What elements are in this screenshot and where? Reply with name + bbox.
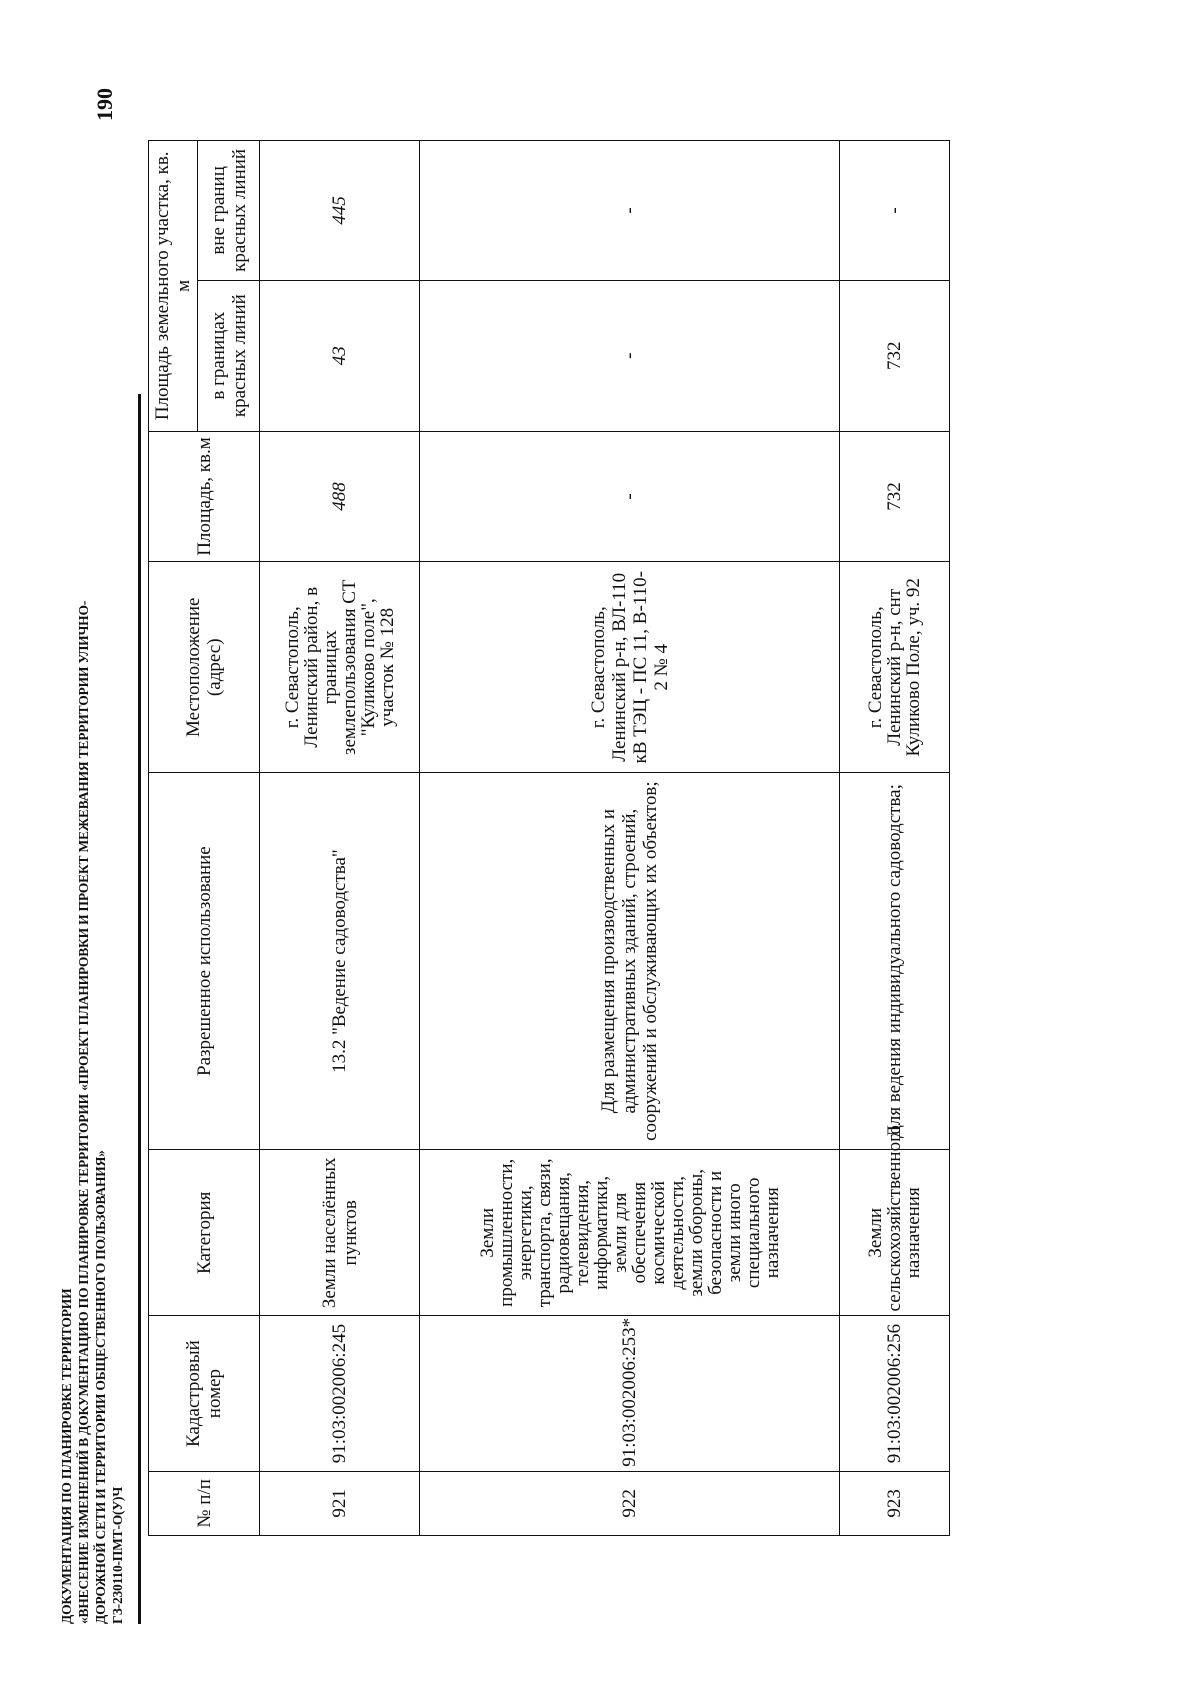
cell-category: Земли сельскохозяйственного назначения	[840, 1150, 950, 1316]
cell-num: 923	[840, 1471, 950, 1535]
cell-area: 732	[840, 431, 950, 562]
col-header-num: № п/п	[149, 1471, 260, 1535]
col-header-permitted-use: Разрешенное использование	[149, 773, 260, 1150]
col-header-cadastral: Кадастровый номер	[149, 1316, 260, 1471]
cell-permitted-use: Для ведения индивидуального садоводства;	[840, 773, 950, 1150]
page-number: 190	[92, 88, 117, 121]
table-row	[260, 141, 420, 1536]
cell-within: -	[420, 280, 840, 431]
table-body	[260, 141, 950, 1536]
document-header	[58, 424, 126, 1624]
table-row	[420, 141, 840, 1536]
header-line-4: ГЗ-230110-ПМТ-О(У)Ч	[110, 1486, 125, 1624]
cell-area: 488	[260, 431, 420, 562]
cell-cadastral: 91:03:002006:253*	[420, 1316, 840, 1471]
col-header-location: Местоположение (адрес)	[149, 562, 260, 773]
cell-outside: -	[840, 141, 950, 281]
col-header-outside-red-lines: вне границ красных линий	[198, 141, 260, 281]
cell-location: г. Севастополь, Ленинский район, в границах землепользования СТ "Куликово поле", участок № 128	[260, 562, 420, 773]
table-header	[149, 141, 260, 1536]
col-header-category: Категория	[149, 1150, 260, 1316]
cell-outside: 445	[260, 141, 420, 281]
cell-area: -	[420, 431, 840, 562]
cell-within: 43	[260, 280, 420, 431]
header-row-1	[149, 141, 198, 1536]
header-line-2: «ВНЕСЕНИЕ ИЗМЕНЕНИЙ В ДОКУМЕНТАЦИЮ ПО ПЛАНИРОВКЕ ТЕРРИТОРИИ «ПРОЕКТ ПЛАНИРОВКИ И ПРОЕКТ МЕЖЕВАНИЯ ТЕРРИТОРИИ УЛИЧНО-	[76, 600, 91, 1624]
col-header-area: Площадь, кв.м	[149, 431, 260, 562]
land-parcels-table	[148, 140, 950, 1536]
col-header-land-area-group: Площадь земельного участка, кв. м	[149, 141, 198, 432]
cell-location: г. Севастополь, Ленинский р-н, снт Куликово Поле, уч. 92	[840, 562, 950, 773]
cell-cadastral: 91:03:002006:245	[260, 1316, 420, 1471]
cell-permitted-use: 13.2 "Ведение садоводства"	[260, 773, 420, 1150]
cell-cadastral: 91:03:002006:256	[840, 1316, 950, 1471]
cell-category: Земли промышленности, энергетики, транспорта, связи, радиовещания, телевидения, информатики, земли для обеспечения космической деятельности, земли обороны, безопасности и земли иного специального назначения	[420, 1150, 840, 1316]
cell-within: 732	[840, 280, 950, 431]
header-line-3: ДОРОЖНОЙ СЕТИ И ТЕРРИТОРИИ ОБЩЕСТВЕННОГО ПОЛЬЗОВАНИЯ»	[93, 1150, 108, 1624]
cell-num: 921	[260, 1471, 420, 1535]
cell-category: Земли населённых пунктов	[260, 1150, 420, 1316]
header-divider	[138, 394, 141, 1624]
cell-num: 922	[420, 1471, 840, 1535]
header-line-1: ДОКУМЕНТАЦИЯ ПО ПЛАНИРОВКЕ ТЕРРИТОРИИ	[59, 1288, 74, 1624]
cell-location: г. Севастополь, Ленинский р-н, ВЛ-110 кВ ТЭЦ - ПС 11, В-110-2 № 4	[420, 562, 840, 773]
cell-outside: -	[420, 141, 840, 281]
cell-permitted-use: Для размещения производственных и административных зданий, строений, сооружений и обслуживающих их объектов;	[420, 773, 840, 1150]
col-header-within-red-lines: в границах красных линий	[198, 280, 260, 431]
table-row	[840, 141, 950, 1536]
